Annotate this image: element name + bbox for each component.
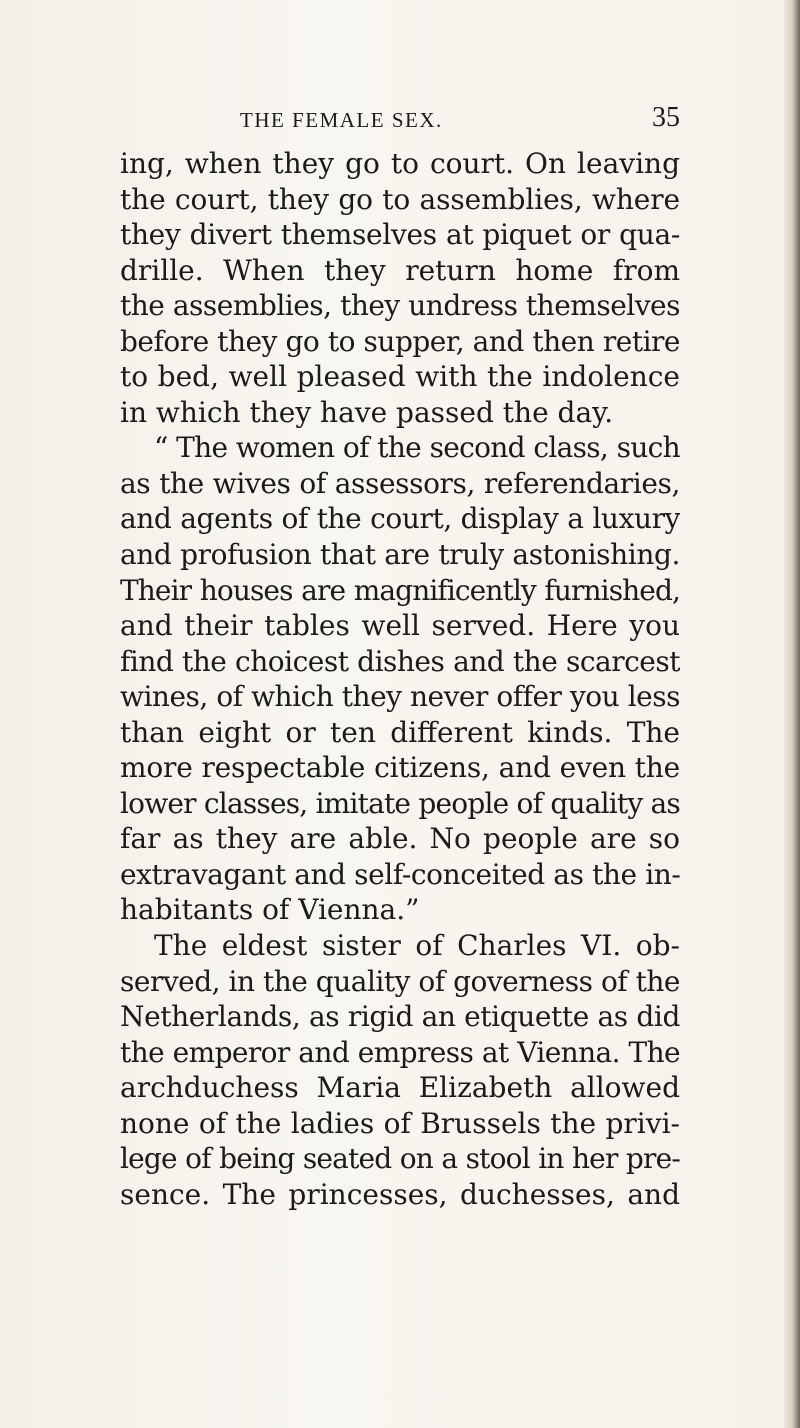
text-line: none of the ladies of Brussels the privi- — [120, 1106, 680, 1140]
text-line: habitants of Vienna.” — [120, 893, 420, 927]
text-line: and their tables well served. Here you — [120, 609, 680, 643]
text-line: extravagant and self-conceited as the in- — [120, 857, 680, 891]
text-line: in which they have passed the day. — [120, 395, 614, 429]
text-line: “ The women of the second class, such — [154, 431, 680, 465]
text-line: to bed, well pleased with the indolence — [120, 360, 680, 394]
text-line: find the choicest dishes and the scarcest — [120, 644, 680, 678]
text-line: than eight or ten different kinds. The — [120, 715, 680, 749]
text-line: sence. The princesses, duchesses, and — [120, 1177, 680, 1211]
text-line: they divert themselves at piquet or qua- — [120, 218, 680, 252]
text-line: The eldest sister of Charles VI. ob- — [154, 929, 680, 963]
text-line: Their houses are magnificently furnished, — [120, 573, 680, 607]
text-line: drille. When they return home from — [120, 253, 680, 287]
text-line: served, in the quality of governess of the — [120, 964, 680, 998]
text-line: as the wives of assessors, referendaries, — [120, 466, 680, 500]
text-line: lower classes, imitate people of quality as — [120, 786, 680, 820]
text-line: the emperor and empress at Vienna. The — [120, 1035, 680, 1069]
text-line: and agents of the court, display a luxury — [120, 502, 680, 536]
running-head — [120, 102, 680, 148]
text-line: the court, they go to assemblies, where — [120, 182, 680, 216]
running-title: THE FEMALE SEX. — [240, 108, 443, 132]
page-number: 35 — [652, 102, 680, 133]
text-line: the assemblies, they undress themselves — [120, 289, 680, 323]
text-line: far as they are able. No people are so — [120, 822, 680, 856]
text-line: and profusion that are truly astonishing. — [120, 538, 680, 572]
text-line: lege of being seated on a stool in her pre- — [120, 1142, 680, 1176]
text-line: ing, when they go to court. On leaving — [120, 147, 680, 180]
text-line: wines, of which they never offer you less — [120, 680, 680, 714]
text-line: archduchess Maria Elizabeth allowed — [120, 1071, 680, 1105]
text-line: before they go to supper, and then retire — [120, 324, 680, 358]
text-line: more respectable citizens, and even the — [120, 751, 680, 785]
body-text — [120, 146, 680, 1212]
page-edge-shadow — [784, 0, 800, 1428]
text-line: Netherlands, as rigid an etiquette as did — [120, 1000, 680, 1034]
